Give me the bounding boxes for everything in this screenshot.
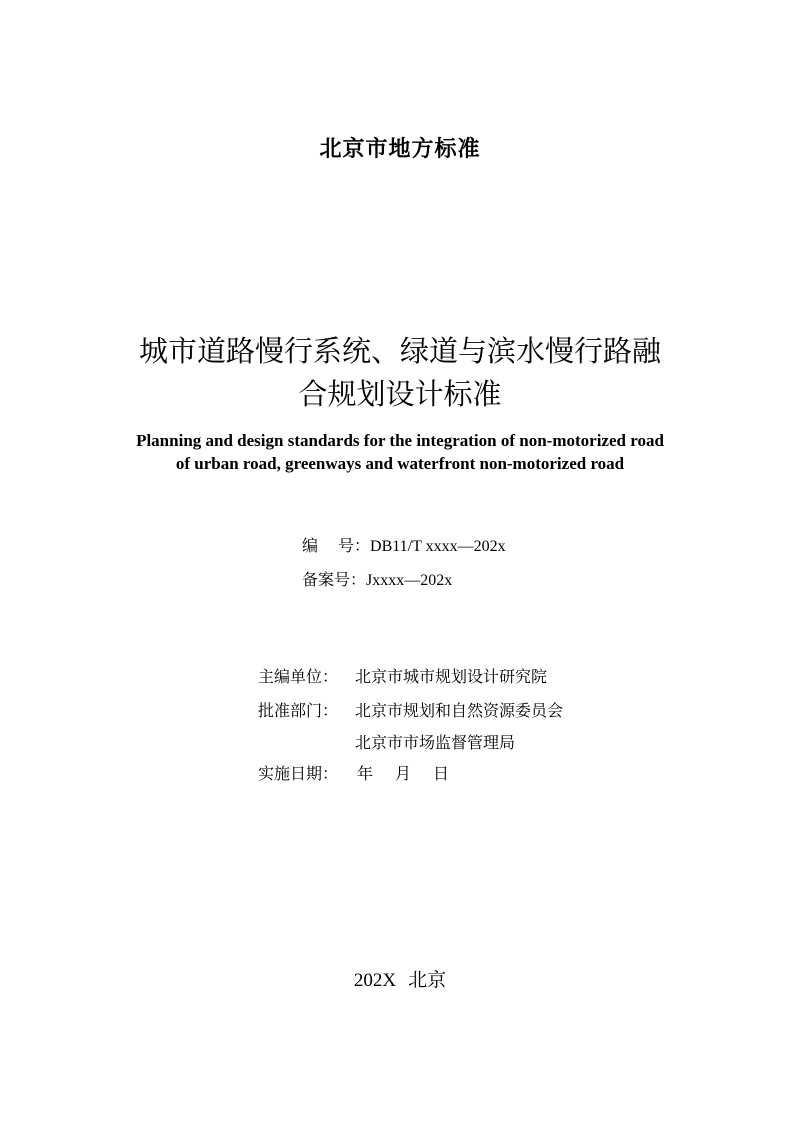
filing-number-row (302, 568, 452, 593)
date-day: 日 (433, 764, 450, 783)
publication-year: 202X (353, 970, 397, 991)
approving-department-value-2: 北京市市场监督管理局 (355, 733, 516, 752)
english-title-line-1: Planning and design standards for the integration of non-motorized road (136, 431, 664, 450)
date-year: 年 (357, 764, 374, 783)
standard-number-label-part2: 号： (338, 536, 371, 555)
filing-number-value: Jxxxx—202x (366, 572, 453, 589)
editor-unit-label: 主编单位： (258, 667, 339, 686)
implementation-date-value (357, 762, 449, 786)
date-month: 月 (395, 764, 412, 783)
standard-number-row (302, 534, 506, 559)
english-title-line-2: of urban road, greenways and waterfront non-motorized road (175, 454, 625, 473)
publication-footer (0, 966, 800, 995)
approving-department-label: 批准部门： (258, 701, 339, 720)
chinese-title-line-2: 合规划设计标准 (298, 377, 502, 411)
standard-number-value: DB11/T xxxx—202x (370, 538, 506, 555)
editor-unit-value: 北京市城市规划设计研究院 (355, 667, 548, 686)
filing-number-label: 备案号： (302, 570, 367, 589)
implementation-date-label: 实施日期： (258, 764, 339, 783)
standard-number-label-part1: 编 (302, 536, 319, 555)
standard-type-header: 北京市地方标准 (319, 136, 481, 162)
approving-department-value-1: 北京市规划和自然资源委员会 (355, 701, 564, 720)
publication-city: 北京 (408, 969, 447, 991)
chinese-title-line-1: 城市道路慢行系统、绿道与滨水慢行路融 (138, 334, 661, 368)
